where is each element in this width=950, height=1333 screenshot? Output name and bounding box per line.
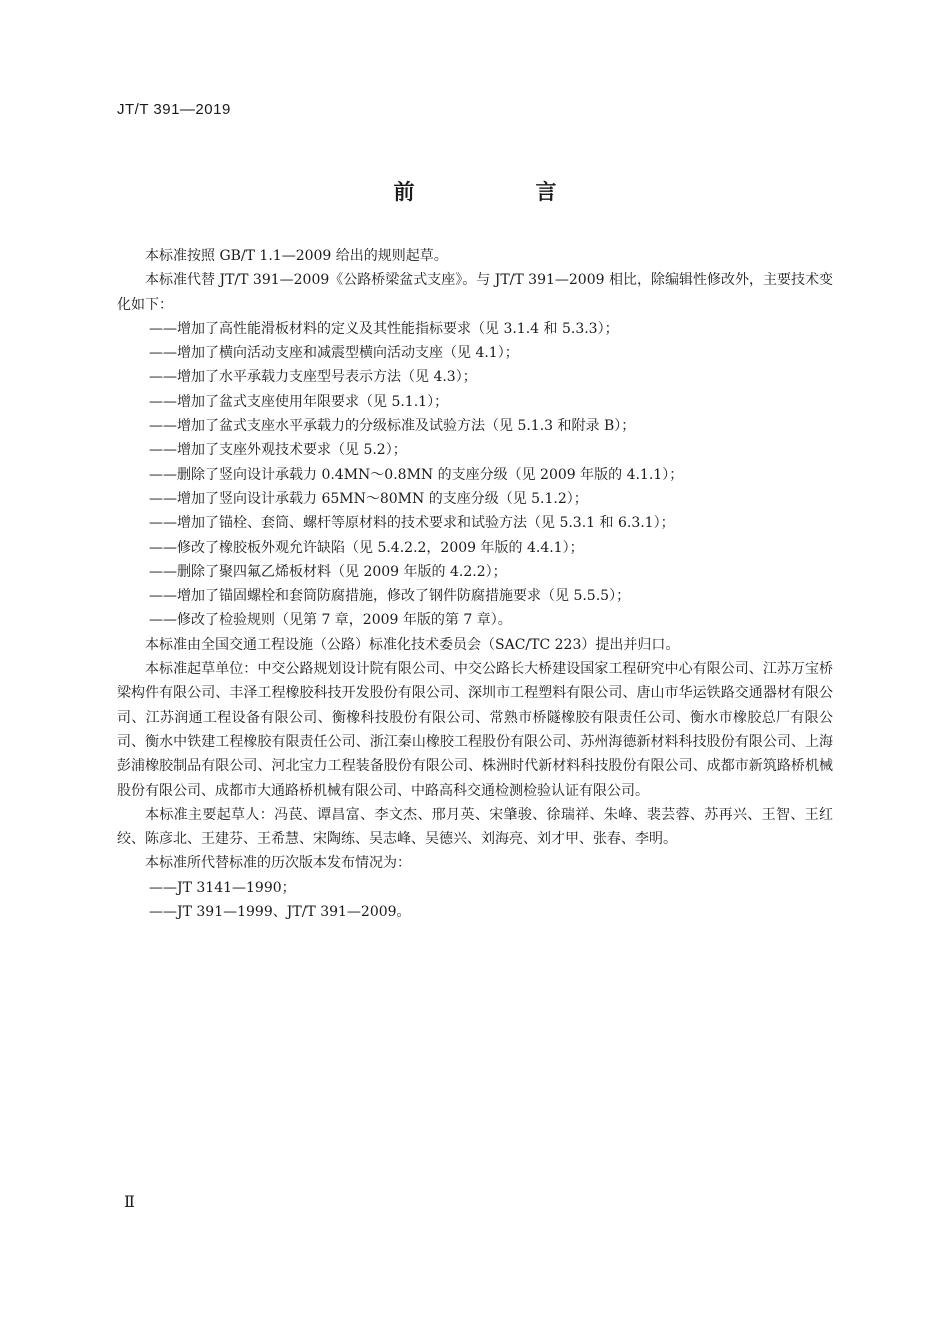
history-item: ——JT 3141—1990；	[149, 879, 296, 896]
list-item: ——增加了盆式支座水平承载力的分级标准及试验方法（见 5.1.3 和附录 B）；	[149, 418, 636, 435]
list-item: ——删除了竖向设计承载力 0.4MN～0.8MN 的支座分级（见 2009 年版的 4.1.1）；	[149, 466, 684, 483]
list-item: ——增加了盆式支座使用年限要求（见 5.1.1）；	[149, 393, 449, 410]
list-item: ——增加了高性能滑板材料的定义及其性能指标要求（见 3.1.4 和 5.3.3）；	[149, 320, 619, 337]
list-item: ——增加了水平承载力支座型号表示方法（见 4.3）；	[149, 369, 477, 386]
list-item: ——增加了竖向设计承载力 65MN～80MN 的支座分级（见 5.1.2）；	[149, 490, 588, 507]
list-item: ——增加了锚栓、套筒、螺杆等原材料的技术要求和试验方法（见 5.3.1 和 6.3.1）；	[149, 515, 675, 532]
list-item: ——增加了横向活动支座和减震型横向活动支座（见 4.1）；	[149, 345, 519, 362]
list-item: ——删除了聚四氟乙烯板材料（见 2009 年版的 4.2.2）；	[149, 563, 507, 580]
paragraph-proposer: 本标准由全国交通工程设施（公路）标准化技术委员会（SAC/TC 223）提出并归口。	[145, 636, 680, 653]
list-item: ——增加了锚固螺栓和套筒防腐措施，修改了钢件防腐措施要求（见 5.5.5）；	[149, 588, 631, 605]
paragraph-replacement: 本标准代替 JT/T 391—2009《公路桥梁盆式支座》。与 JT/T 391—2009 相比，除编辑性修改外，主要技术变化如下：	[117, 272, 833, 313]
page-title: 前 言	[393, 180, 607, 204]
page-number: Ⅱ	[124, 1192, 135, 1211]
list-item: ——增加了支座外观技术要求（见 5.2）；	[149, 442, 407, 459]
paragraph-history-intro: 本标准所代替标准的历次版本发布情况为：	[145, 855, 411, 872]
list-item: ——修改了检验规则（见第 7 章，2009 年版的第 7 章）。	[149, 612, 512, 629]
paragraph-drafters: 本标准主要起草人：冯苠、谭昌富、李文杰、邢月英、宋肇骏、徐瑞祥、朱峰、裴芸蓉、苏再兴、王智、王红绞、陈彦北、王建芬、王希慧、宋陶练、吴志峰、吴德兴、刘海亮、刘才甲、张春、李明。	[117, 806, 833, 848]
standard-code: JT/T 391—2019	[117, 101, 231, 118]
paragraph-drafting-rules: 本标准按照 GB/T 1.1—2009 给出的规则起草。	[145, 248, 448, 264]
list-item: ——修改了橡胶板外观允许缺陷（见 5.4.2.2，2009 年版的 4.4.1）；	[149, 539, 584, 556]
document-body	[117, 244, 833, 924]
history-item: ——JT 391—1999、JT/T 391—2009。	[149, 904, 411, 921]
paragraph-drafting-units: 本标准起草单位：中交公路规划设计院有限公司、中交公路长大桥建设国家工程研究中心有限公司、江苏万宝桥梁构件有限公司、丰泽工程橡胶科技开发股份有限公司、深圳市工程塑料有限公司、唐山市华运铁路交通器材有限公司、江苏润通工程设备有限公司、衡橡科技股份有限公司、常熟市桥隧橡胶有限责任公司、衡水市橡胶总厂有限公司、衡水中铁建工程橡胶有限责任公司、浙江秦山橡胶工程股份有限公司、苏州海德新材料科技股份有限公司、上海彭浦橡胶制品有限公司、河北宝力工程装备股份有限公司、株洲时代新材料科技股份有限公司、成都市新筑路桥机械股份有限公司、成都市大通路桥机械有限公司、中路高科交通检测检验认证有限公司。	[117, 661, 833, 799]
